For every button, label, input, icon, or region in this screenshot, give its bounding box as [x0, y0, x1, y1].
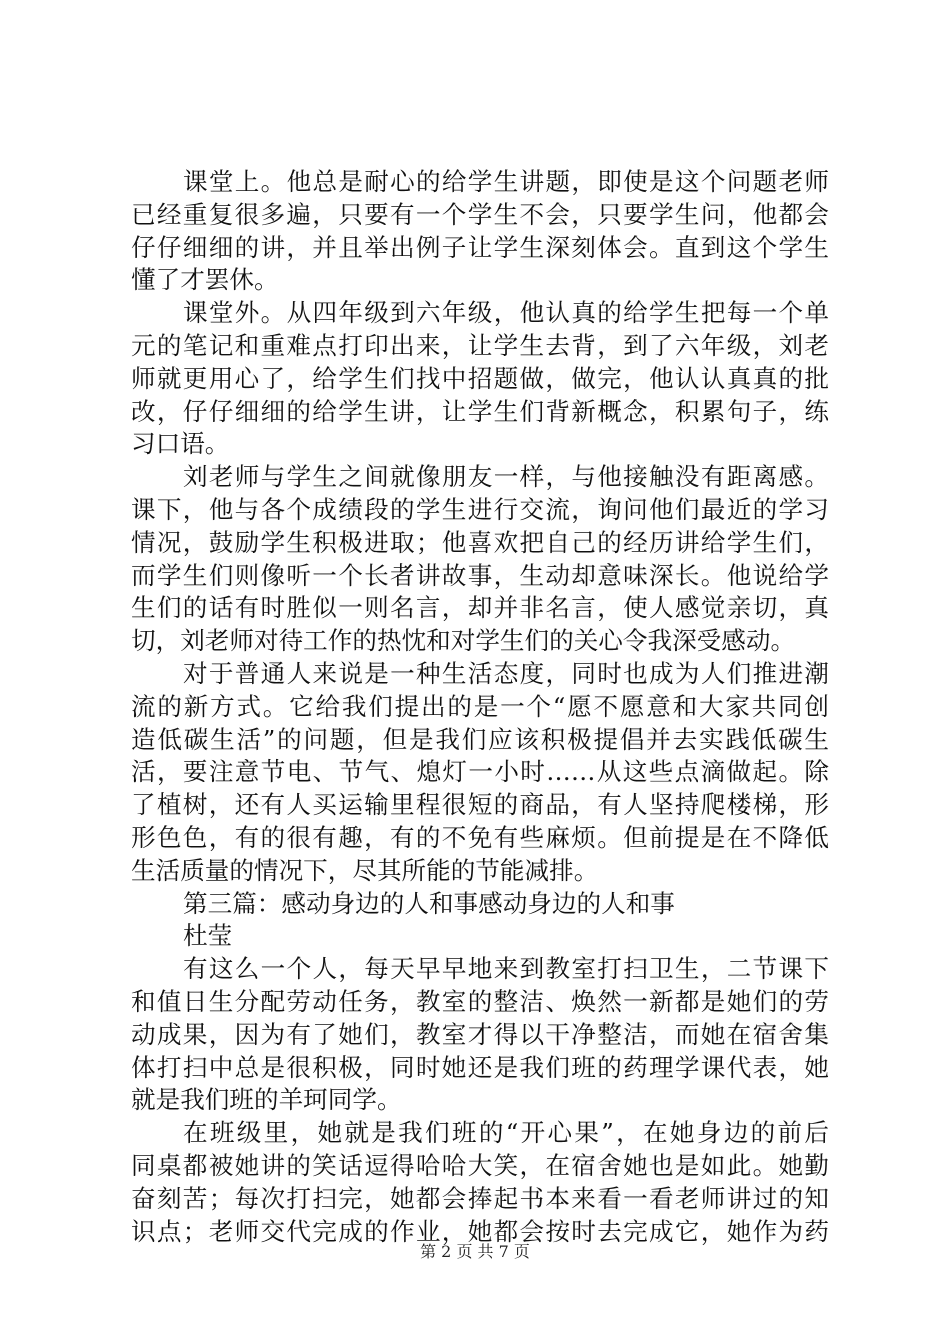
text-line: 而学生们则像听一个长者讲故事，生动却意味深长。他说给学: [131, 560, 829, 590]
text-line: 同桌都被她讲的笑话逗得哈哈大笑，在宿舍她也是如此。她勤: [131, 1150, 829, 1180]
text-line: 已经重复很多遍，只要有一个学生不会，只要学生问，他都会: [131, 199, 829, 229]
text-line: 形色色，有的很有趣，有的不免有些麻烦。但前提是在不降低: [131, 822, 829, 852]
document-body: [131, 166, 829, 1248]
text-line: 了植树，还有人买运输里程很短的商品，有人坚持爬楼梯，形: [131, 790, 829, 820]
text-line: 生活质量的情况下，尽其所能的节能减排。: [131, 855, 599, 885]
text-line: 刘老师与学生之间就像朋友一样，与他接触没有距离感。: [183, 462, 829, 492]
text-line: 奋刻苦；每次打扫完，她都会捧起书本来看一看老师讲过的知: [131, 1183, 829, 1213]
text-line: 元的笔记和重难点打印出来，让学生去背，到了六年级，刘老: [131, 330, 829, 360]
text-line: 造低碳生活”的问题，但是我们应该积极提倡并去实践低碳生: [131, 724, 829, 754]
text-line: 仔仔细细的讲，并且举出例子让学生深刻体会。直到这个学生: [131, 232, 829, 262]
text-line: 习口语。: [131, 429, 230, 459]
text-line: 情况，鼓励学生积极进取；他喜欢把自己的经历讲给学生们，: [131, 527, 829, 557]
text-line: 课下，他与各个成绩段的学生进行交流，询问他们最近的学习: [131, 494, 829, 524]
text-line: 对于普通人来说是一种生活态度，同时也成为人们推进潮: [183, 658, 829, 688]
text-line: 就是我们班的羊珂同学。: [131, 1085, 402, 1115]
text-line: 体打扫中总是很积极，同时她还是我们班的药理学课代表，她: [131, 1052, 829, 1082]
text-line: 识点；老师交代完成的作业，她都会按时去完成它，她作为药: [131, 1216, 829, 1246]
text-line: 和值日生分配劳动任务，教室的整洁、焕然一新都是她们的劳: [131, 986, 829, 1016]
text-line: 师就更用心了，给学生们找中招题做，做完，他认认真真的批: [131, 363, 829, 393]
text-line: 课堂上。他总是耐心的给学生讲题，即使是这个问题老师: [183, 167, 829, 196]
page-number-footer: 第 2 页 共 7 页: [420, 1242, 530, 1261]
text-line: 切，刘老师对待工作的热忱和对学生们的关心令我深受感动。: [131, 626, 796, 656]
text-line: 改，仔仔细细的给学生讲，让学生们背新概念，积累句子，练: [131, 396, 829, 426]
text-line: 有这么一个人，每天早早地来到教室打扫卫生，二节课下: [183, 954, 829, 984]
text-line: 在班级里，她就是我们班的“开心果”，在她身边的前后: [183, 1118, 829, 1148]
text-line: 动成果，因为有了她们，教室才得以干净整洁，而她在宿舍集: [131, 1019, 829, 1049]
section-title: 第三篇：感动身边的人和事感动身边的人和事: [183, 888, 675, 918]
text-line: 生们的话有时胜似一则名言，却并非名言，使人感觉亲切，真: [131, 593, 829, 623]
text-line: 活，要注意节电、节气、熄灯一小时……从这些点滴做起。除: [131, 757, 829, 787]
text-line: 课堂外。从四年级到六年级，他认真的给学生把每一个单: [183, 298, 829, 328]
text-line: 流的新方式。它给我们提出的是一个“愿不愿意和大家共同创: [131, 691, 829, 721]
author-name: 杜莹: [183, 921, 233, 951]
text-line: 懂了才罢休。: [131, 265, 279, 295]
